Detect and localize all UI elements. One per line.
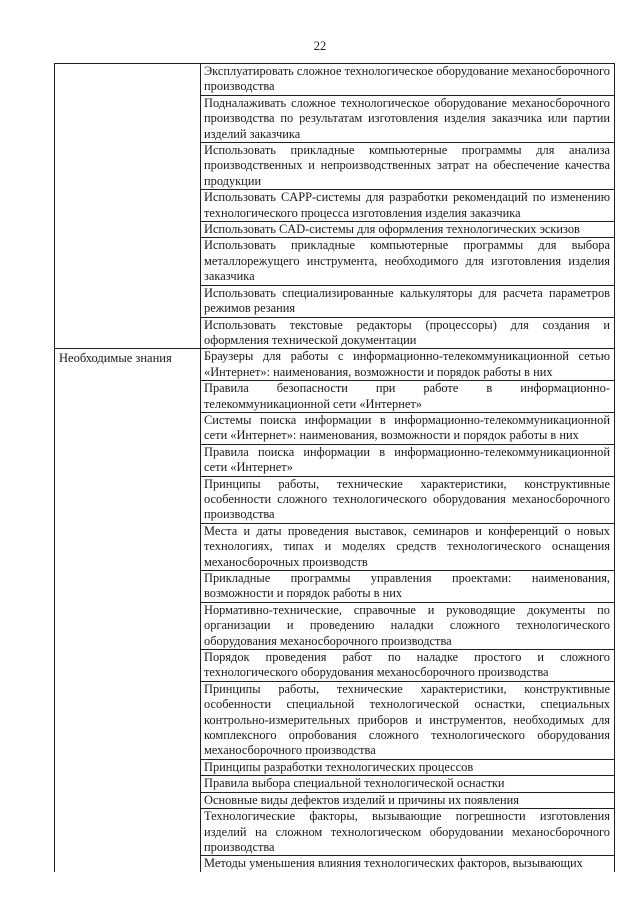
table-row: Правила выбора специальной технологической оснастки	[201, 776, 614, 792]
table-row: Использовать прикладные компьютерные программы для анализа производственных и непроизводственных затрат на обеспечение качества продукции	[201, 143, 614, 190]
table-row: Браузеры для работы с информационно-телекоммуникационной сетью «Интернет»: наименования, возможности и порядок работы в них	[201, 349, 614, 381]
table-row: Эксплуатировать сложное технологическое оборудование механосборочного производства	[201, 64, 614, 96]
table-row: Принципы работы, технические характеристики, конструктивные особенности сложного технологического оборудования механосборочного производства	[201, 477, 614, 524]
requirement-category-cell	[55, 349, 201, 871]
table-row: Технологические факторы, вызывающие погрешности изготовления изделий на сложном технологическом оборудовании механосборочного производства	[201, 809, 614, 856]
table-row: Правила безопасности при работе в информационно-телекоммуникационной сети «Интернет»	[201, 381, 614, 413]
table-row: Принципы работы, технические характеристики, конструктивные особенности специальной технологической оснастки, специальных контрольно-измерительных приборов и инструментов, необходимых для комплексного опробования сложного технологического оборудования механосборочного производства	[201, 682, 614, 760]
table-row: Методы уменьшения влияния технологических факторов, вызывающих	[204, 856, 583, 871]
table-row: Места и даты проведения выставок, семинаров и конференций о новых технологиях, типах и моделях средств технологического оснащения механосборочных производств	[201, 524, 614, 571]
table-row: Системы поиска информации в информационно-телекоммуникационной сети «Интернет»: наименования, возможности и порядок работы в них	[201, 413, 614, 445]
table-row: Прикладные программы управления проектами: наименования, возможности и порядок работы в них	[201, 571, 614, 603]
table-row: Использовать прикладные компьютерные программы для выбора металлорежущего инструмента, необходимого для изготовления изделия заказчика	[201, 238, 614, 285]
table-row: Правила поиска информации в информационно-телекоммуникационной сети «Интернет»	[201, 445, 614, 477]
requirements-table	[54, 63, 615, 872]
requirement-items	[201, 349, 614, 871]
table-row: Использовать CAPP-системы для разработки рекомендаций по изменению технологического процесса изготовления изделия заказчика	[201, 190, 614, 222]
table-group	[55, 349, 614, 871]
table-row: Использовать специализированные калькуляторы для расчета параметров режимов резания	[201, 286, 614, 318]
requirement-items	[201, 64, 614, 348]
table-group	[55, 64, 614, 349]
table-row: Подналаживать сложное технологическое оборудование механосборочного производства по результатам изготовления изделия заказчика или партии изделий заказчика	[201, 96, 614, 143]
table-row: Принципы разработки технологических процессов	[201, 760, 614, 776]
table-row: Использовать текстовые редакторы (процессоры) для создания и оформления технической документации	[204, 317, 610, 347]
table-row: Использовать CAD-системы для оформления технологических эскизов	[201, 222, 614, 238]
table-row: Порядок проведения работ по наладке простого и сложного технологического оборудования механосборочного производства	[201, 650, 614, 682]
requirement-category-cell	[55, 64, 201, 348]
requirement-category-label: Необходимые знания	[59, 351, 172, 366]
table-row: Основные виды дефектов изделий и причины их появления	[201, 793, 614, 809]
table-row: Нормативно-технические, справочные и руководящие документы по организации и проведению наладки сложного технологического оборудования механосборочного производства	[201, 603, 614, 650]
requirement-category-label	[59, 64, 196, 66]
page-number: 22	[313, 39, 327, 53]
